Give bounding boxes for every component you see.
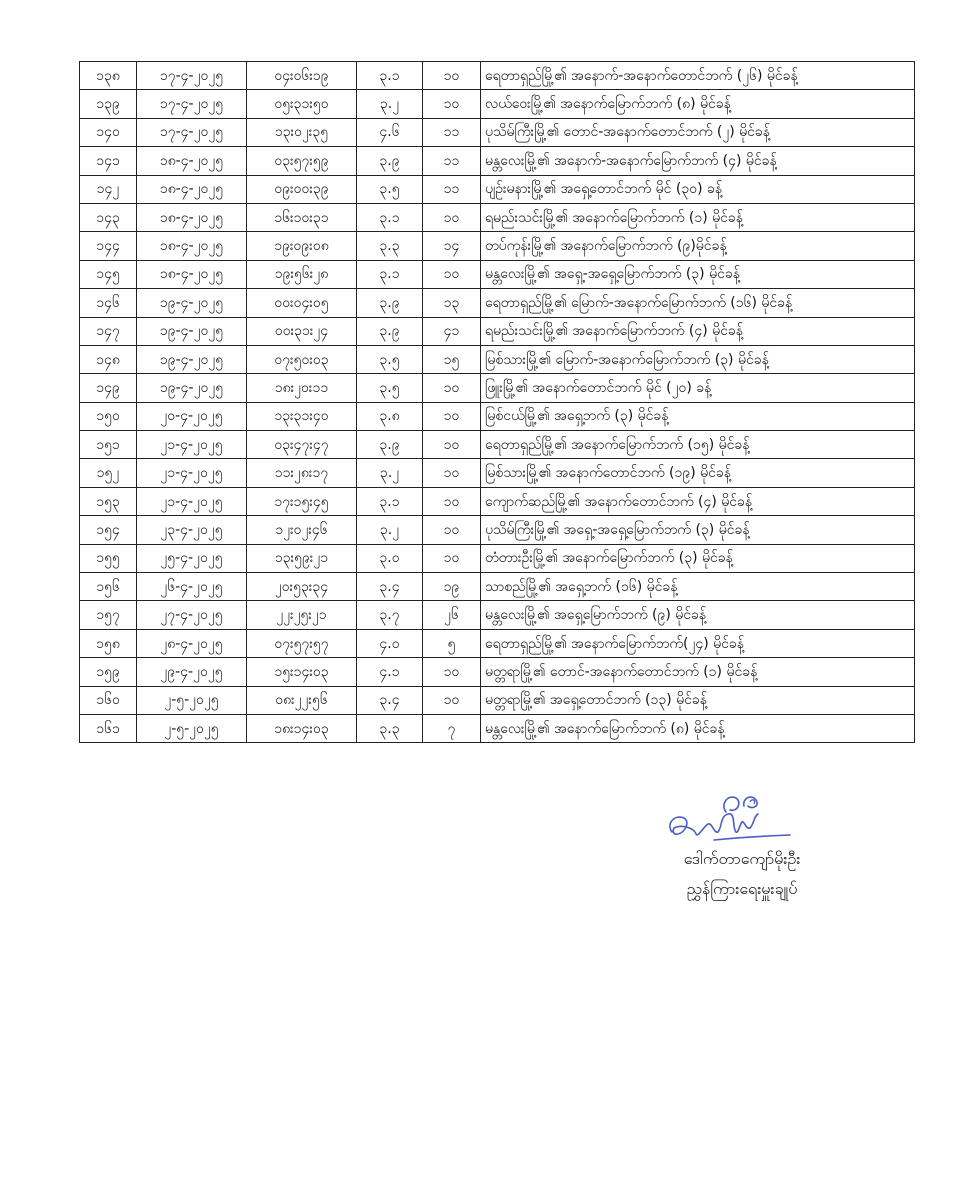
cell-number: ၁၅၀ — [80, 402, 137, 430]
table-row — [80, 658, 915, 686]
cell-number: ၁၆၁ — [80, 714, 137, 742]
cell-magnitude: ၃.၁ — [357, 487, 423, 515]
cell-number: ၁၃၉ — [80, 90, 137, 118]
cell-number: ၁၃၈ — [80, 62, 137, 90]
cell-location: ဖြူးမြို့၏ အနောက်တောင်ဘက် မိုင် (၂၀) ခန့် — [481, 374, 915, 402]
cell-location: တံတားဦးမြို့၏ အနောက်မြောက်ဘက် (၃) မိုင်ခန့် — [481, 544, 915, 572]
cell-time: ၁၅း၁၄း၀၃ — [247, 658, 357, 686]
cell-magnitude: ၃.၃ — [357, 232, 423, 260]
cell-date: ၁၉-၄-၂၀၂၅ — [137, 345, 247, 373]
cell-time: ၁၁း၂၈း၁၇ — [247, 459, 357, 487]
cell-depth: ၅ — [423, 629, 481, 657]
cell-magnitude: ၃.၉ — [357, 431, 423, 459]
table-row — [80, 686, 915, 714]
cell-time: ၀၇း၅၀း၀၃ — [247, 345, 357, 373]
cell-location: မြစ်သားမြို့၏ အနောက်တောင်ဘက် (၁၉) မိုင်ခန့် — [481, 459, 915, 487]
cell-location: မတ္တရာမြို့၏ တောင်-အနောက်တောင်ဘက် (၁) မိုင်ခန့် — [481, 658, 915, 686]
cell-depth: ၁၀ — [423, 402, 481, 430]
cell-time: ၀၃း၅၇း၅၉ — [247, 147, 357, 175]
cell-depth: ၁၄ — [423, 232, 481, 260]
cell-number: ၁၄၃ — [80, 203, 137, 231]
cell-number: ၁၅၂ — [80, 459, 137, 487]
table-row — [80, 374, 915, 402]
table-row — [80, 317, 915, 345]
table-body — [80, 62, 915, 743]
table-row — [80, 90, 915, 118]
cell-time: ၀၄း၀၆း၁၉ — [247, 62, 357, 90]
cell-magnitude: ၃.၅ — [357, 175, 423, 203]
table-row — [80, 260, 915, 288]
cell-depth: ၁၁ — [423, 147, 481, 175]
table-row — [80, 175, 915, 203]
cell-time: ၁၆း၁၀း၃၁ — [247, 203, 357, 231]
cell-magnitude: ၄.၁ — [357, 658, 423, 686]
cell-depth: ၁၀ — [423, 62, 481, 90]
cell-magnitude: ၃.၈ — [357, 402, 423, 430]
cell-number: ၁၄၉ — [80, 374, 137, 402]
cell-location: မတ္တရာမြို့၏ အရှေ့တောင်ဘက် (၁၃) မိုင်ခန့် — [481, 686, 915, 714]
cell-magnitude: ၃.၁ — [357, 62, 423, 90]
cell-date: ၁၉-၄-၂၀၂၅ — [137, 317, 247, 345]
cell-location: မြစ်ငယ်မြို့၏ အရှေ့ဘက် (၃) မိုင်ခန့် — [481, 402, 915, 430]
cell-number: ၁၅၄ — [80, 516, 137, 544]
signatory-title: ညွှန်ကြားရေးမှူးချုပ် — [686, 879, 798, 898]
cell-number: ၁၄၈ — [80, 345, 137, 373]
cell-date: ၂၁-၄-၂၀၂၅ — [137, 431, 247, 459]
cell-location: ရေတာရှည်မြို့၏ မြောက်-အနောက်မြောက်ဘက် (၁၆) မိုင်ခန့် — [481, 289, 915, 317]
cell-depth: ၁၀ — [423, 203, 481, 231]
cell-location: ရမည်းသင်းမြို့၏ အနောက်မြောက်ဘက် (၄) မိုင်ခန့် — [481, 317, 915, 345]
cell-depth: ၂၆ — [423, 601, 481, 629]
table-row — [80, 118, 915, 146]
table-row — [80, 629, 915, 657]
cell-magnitude: ၃.၉ — [357, 289, 423, 317]
cell-time: ၀၃း၄၇း၄၇ — [247, 431, 357, 459]
cell-time: ၁၃း၅၉း၂၁ — [247, 544, 357, 572]
cell-depth: ၁၃ — [423, 289, 481, 317]
table-row — [80, 544, 915, 572]
cell-magnitude: ၃.၂ — [357, 459, 423, 487]
cell-depth: ၁၀ — [423, 516, 481, 544]
cell-location: မြစ်သားမြို့၏ မြောက်-အနောက်မြောက်ဘက် (၃) မိုင်ခန့် — [481, 345, 915, 373]
cell-location: တပ်ကုန်းမြို့၏ အနောက်မြောက်ဘက် (၉)မိုင်ခန့် — [481, 232, 915, 260]
cell-date: ၂၁-၄-၂၀၂၅ — [137, 459, 247, 487]
cell-depth: ၁၀ — [423, 90, 481, 118]
cell-magnitude: ၃.၇ — [357, 601, 423, 629]
cell-location: လယ်ဝေးမြို့၏ အနောက်မြောက်ဘက် (၈) မိုင်ခန့် — [481, 90, 915, 118]
cell-location: ရေတာရှည်မြို့၏ အနောက်-အနောက်တောင်ဘက် (၂၆) မိုင်ခန့် — [481, 62, 915, 90]
cell-date: ၁၇-၄-၂၀၂၅ — [137, 62, 247, 90]
cell-time: ၂၀း၅၃း၃၄ — [247, 573, 357, 601]
cell-time: ၁၉း၀၉း၀၈ — [247, 232, 357, 260]
cell-number: ၁၅၇ — [80, 601, 137, 629]
cell-magnitude: ၃.၉ — [357, 147, 423, 175]
table-row — [80, 402, 915, 430]
cell-magnitude: ၃.၅ — [357, 374, 423, 402]
cell-magnitude: ၃.၁ — [357, 203, 423, 231]
table-row — [80, 459, 915, 487]
cell-number: ၁၄၁ — [80, 147, 137, 175]
cell-time: ၀၉း၀၀း၃၉ — [247, 175, 357, 203]
cell-number: ၁၄၆ — [80, 289, 137, 317]
cell-number: ၁၄၂ — [80, 175, 137, 203]
cell-magnitude: ၃.၅ — [357, 345, 423, 373]
table-row — [80, 573, 915, 601]
table-row — [80, 487, 915, 515]
cell-number: ၁၄၀ — [80, 118, 137, 146]
cell-depth: ၁၀ — [423, 658, 481, 686]
cell-time: ၀၈း၂၂း၅၆ — [247, 686, 357, 714]
cell-location: သာစည်မြို့၏ အရှေ့ဘက် (၁၆) မိုင်ခန့် — [481, 573, 915, 601]
cell-location: မန္တလေးမြို့၏ အနောက်မြောက်ဘက် (၈) မိုင်ခန့် — [481, 714, 915, 742]
cell-time: ၁၃း၃၁း၄၀ — [247, 402, 357, 430]
cell-magnitude: ၄.၆ — [357, 118, 423, 146]
cell-number: ၁၄၇ — [80, 317, 137, 345]
cell-location: ပုသိမ်ကြီးမြို့၏ တောင်-အနောက်တောင်ဘက် (၂) မိုင်ခန့် — [481, 118, 915, 146]
cell-number: ၁၄၅ — [80, 260, 137, 288]
cell-date: ၁၉-၄-၂၀၂၅ — [137, 374, 247, 402]
cell-date: ၁၇-၄-၂၀၂၅ — [137, 118, 247, 146]
cell-depth: ၇ — [423, 714, 481, 742]
cell-number: ၁၅၉ — [80, 658, 137, 686]
signature — [664, 788, 794, 854]
cell-depth: ၁၀ — [423, 544, 481, 572]
cell-time: ၀၇း၅၇း၅၇ — [247, 629, 357, 657]
table-row — [80, 714, 915, 742]
cell-location: ရေတာရှည်မြို့၏ အနောက်မြောက်ဘက် (၁၅) မိုင်ခန့် — [481, 431, 915, 459]
cell-depth: ၁၉ — [423, 573, 481, 601]
cell-location: ရမည်းသင်းမြို့၏ အနောက်မြောက်ဘက် (၁) မိုင်ခန့် — [481, 203, 915, 231]
table-row — [80, 431, 915, 459]
cell-location: ကျောက်ဆည်မြို့၏ အနောက်တောင်ဘက် (၄) မိုင်ခန့် — [481, 487, 915, 515]
cell-magnitude: ၃.၁ — [357, 260, 423, 288]
cell-number: ၁၆၀ — [80, 686, 137, 714]
cell-date: ၂၀-၄-၂၀၂၅ — [137, 402, 247, 430]
cell-depth: ၁၀ — [423, 459, 481, 487]
cell-time: ၀၅း၃၁း၅၀ — [247, 90, 357, 118]
cell-date: ၁၈-၄-၂၀၂၅ — [137, 147, 247, 175]
cell-location: မန္တလေးမြို့၏ အရှေ့မြောက်ဘက် (၉) မိုင်ခန့် — [481, 601, 915, 629]
cell-date: ၁၇-၄-၂၀၂၅ — [137, 90, 247, 118]
cell-depth: ၁၀ — [423, 260, 481, 288]
table-row — [80, 147, 915, 175]
table-row — [80, 203, 915, 231]
cell-location: မန္တလေးမြို့၏ အနောက်-အနောက်မြောက်ဘက် (၄) မိုင်ခန့် — [481, 147, 915, 175]
cell-date: ၂၁-၄-၂၀၂၅ — [137, 487, 247, 515]
cell-date: ၂၇-၄-၂၀၂၅ — [137, 601, 247, 629]
cell-time: ၂၂း၂၅း၂၁ — [247, 601, 357, 629]
cell-location: ရေတာရှည်မြို့၏ အနောက်မြောက်ဘက်(၂၄) မိုင်ခန့် — [481, 629, 915, 657]
cell-date: ၁၈-၄-၂၀၂၅ — [137, 175, 247, 203]
table-row — [80, 601, 915, 629]
cell-number: ၁၅၅ — [80, 544, 137, 572]
cell-number: ၁၅၈ — [80, 629, 137, 657]
table-row — [80, 345, 915, 373]
cell-depth: ၁၁ — [423, 118, 481, 146]
cell-depth: ၄၁ — [423, 317, 481, 345]
cell-depth: ၁၀ — [423, 431, 481, 459]
cell-number: ၁၅၁ — [80, 431, 137, 459]
cell-number: ၁၅၆ — [80, 573, 137, 601]
table-row — [80, 62, 915, 90]
cell-time: ၁၈း၂၀း၁၁ — [247, 374, 357, 402]
cell-magnitude: ၄.၀ — [357, 629, 423, 657]
cell-number: ၁၅၃ — [80, 487, 137, 515]
cell-date: ၂၆-၄-၂၀၂၅ — [137, 573, 247, 601]
cell-date: ၂၈-၄-၂၀၂၅ — [137, 629, 247, 657]
cell-date: ၁၉-၄-၂၀၂၅ — [137, 289, 247, 317]
cell-depth: ၁၀ — [423, 686, 481, 714]
cell-date: ၁၈-၄-၂၀၂၅ — [137, 232, 247, 260]
cell-time: ၁၃း၀၂း၃၅ — [247, 118, 357, 146]
table-row — [80, 289, 915, 317]
cell-magnitude: ၃.၃ — [357, 714, 423, 742]
cell-number: ၁၄၄ — [80, 232, 137, 260]
cell-date: ၂-၅-၂၀၂၅ — [137, 714, 247, 742]
signatory-name: ဒေါက်တာကျော်မိုးဦး — [683, 849, 801, 868]
cell-time: ၁၇း၁၅း၄၅ — [247, 487, 357, 515]
cell-depth: ၁၁ — [423, 175, 481, 203]
cell-time: ၀၀း၀၄း၀၅ — [247, 289, 357, 317]
earthquake-table — [79, 61, 915, 743]
cell-date: ၂၅-၄-၂၀၂၅ — [137, 544, 247, 572]
cell-magnitude: ၃.၄ — [357, 573, 423, 601]
cell-location: မန္တလေးမြို့၏ အရှေ့-အရှေ့မြောက်ဘက် (၃) မိုင်ခန့် — [481, 260, 915, 288]
table-row — [80, 516, 915, 544]
cell-date: ၁၈-၄-၂၀၂၅ — [137, 260, 247, 288]
cell-depth: ၁၀ — [423, 374, 481, 402]
cell-depth: ၁၅ — [423, 345, 481, 373]
cell-depth: ၁၀ — [423, 487, 481, 515]
cell-magnitude: ၃.၉ — [357, 317, 423, 345]
cell-magnitude: ၃.၂ — [357, 516, 423, 544]
cell-location: ပုသိမ်ကြီးမြို့၏ အရှေ့-အရှေ့မြောက်ဘက် (၃) မိုင်ခန့် — [481, 516, 915, 544]
cell-time: ၀၀း၃၁း၂၄ — [247, 317, 357, 345]
cell-magnitude: ၃.၄ — [357, 686, 423, 714]
cell-date: ၂-၅-၂၀၂၅ — [137, 686, 247, 714]
cell-magnitude: ၃.၀ — [357, 544, 423, 572]
table-row — [80, 232, 915, 260]
cell-time: ၁၉း၅၆း၂၈ — [247, 260, 357, 288]
cell-date: ၂၃-၄-၂၀၂၅ — [137, 516, 247, 544]
cell-date: ၂၉-၄-၂၀၂၅ — [137, 658, 247, 686]
cell-time: ၁၈း၁၄း၀၃ — [247, 714, 357, 742]
cell-location: ပျဉ်းမနားမြို့၏ အရှေ့တောင်ဘက် မိုင် (၃၀) ခန့် — [481, 175, 915, 203]
cell-date: ၁၈-၄-၂၀၂၅ — [137, 203, 247, 231]
cell-magnitude: ၃.၂ — [357, 90, 423, 118]
cell-time: ၁၂း၀၂း၄၆ — [247, 516, 357, 544]
